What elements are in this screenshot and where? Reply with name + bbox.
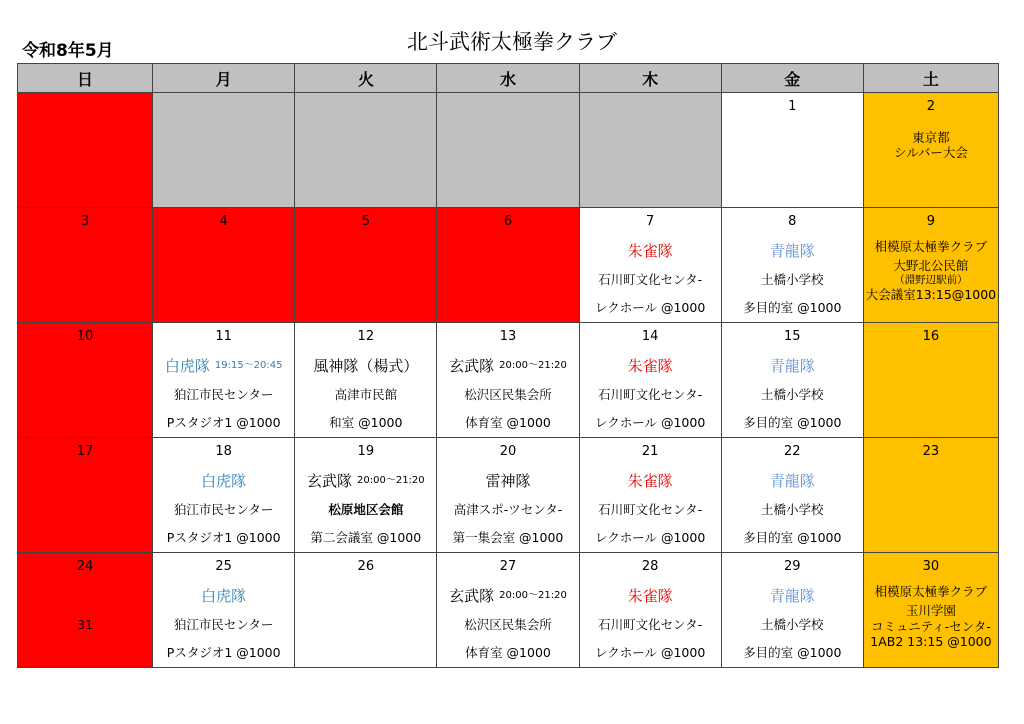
team-label: 風神隊（楊式）	[313, 356, 419, 375]
session-time: 19:15～20:45	[214, 359, 283, 371]
day-number: 14	[641, 329, 659, 344]
venue-name: 石川町文化センタ-	[598, 271, 703, 287]
venue-room: Pスタジオ1 @1000	[166, 530, 281, 546]
day-cell	[153, 208, 295, 323]
weekday-sun: 日	[18, 64, 153, 93]
team-name	[770, 352, 815, 381]
day-number: 3	[80, 214, 90, 229]
venue-name: 狛江市民センター	[173, 616, 274, 632]
venue-room: 多目的室 @1000	[743, 300, 842, 316]
week-row	[18, 438, 999, 553]
venue-name: 土橋小学校	[761, 271, 824, 287]
week-row	[18, 208, 999, 323]
day-cell	[18, 93, 153, 208]
day-number: 28	[641, 559, 659, 574]
day-cell	[579, 93, 721, 208]
team-label: 玄武隊	[449, 586, 495, 605]
venue-room: 第二会議室 @1000	[310, 530, 422, 546]
team-label: 白虎隊	[201, 586, 247, 605]
day-number: 1	[788, 99, 797, 114]
venue-name: 土橋小学校	[761, 501, 824, 517]
venue-room: 多目的室 @1000	[743, 645, 842, 661]
team-name	[628, 237, 673, 266]
day-number: 9	[926, 214, 936, 229]
day-number: 25	[215, 559, 232, 574]
day-number: 13	[499, 329, 517, 344]
week-row	[18, 93, 999, 208]
weekday-sat: 土	[863, 64, 998, 93]
event-note: 大野北公民館	[893, 258, 969, 274]
day-cell	[437, 93, 579, 208]
day-number: 16	[922, 329, 940, 344]
day-number: 2	[926, 99, 936, 114]
venue-room: レクホール @1000	[594, 415, 706, 431]
team-name	[307, 467, 425, 496]
venue-room: レクホール @1000	[594, 530, 706, 546]
team-label: 白虎隊	[201, 471, 247, 490]
venue-name: 狛江市民センター	[173, 501, 274, 517]
event-note: 1AB2 13:15 @1000	[870, 634, 992, 650]
event-note: （淵野辺駅前）	[894, 273, 968, 286]
weekday-mon: 月	[153, 64, 295, 93]
venue-room: 多目的室 @1000	[743, 530, 842, 546]
day-number: 27	[499, 559, 517, 574]
day-cell	[153, 553, 295, 668]
calendar-table	[17, 63, 999, 668]
day-cell	[295, 93, 437, 208]
day-cell	[18, 323, 153, 438]
weekday-header-row	[18, 64, 999, 93]
week-row	[18, 323, 999, 438]
team-label: 青龍隊	[769, 241, 815, 260]
day-cell	[18, 208, 153, 323]
team-name	[165, 352, 283, 381]
venue-name: 狛江市民センター	[173, 386, 274, 402]
day-cell	[437, 553, 579, 668]
day-cell	[579, 438, 721, 553]
team-label: 玄武隊	[449, 356, 495, 375]
team-label: 朱雀隊	[627, 356, 673, 375]
day-number: 18	[215, 444, 232, 459]
day-number: 4	[219, 214, 228, 229]
day-number: 26	[357, 559, 375, 574]
day-cell	[18, 438, 153, 553]
day-number: 20	[499, 444, 517, 459]
team-label: 青龍隊	[769, 356, 815, 375]
venue-room: 多目的室 @1000	[743, 415, 842, 431]
day-cell	[153, 323, 295, 438]
venue-name: 松沢区民集会所	[464, 386, 552, 402]
day-cell	[295, 553, 437, 668]
venue-room: Pスタジオ1 @1000	[166, 415, 281, 431]
day-cell	[579, 208, 721, 323]
day-number: 17	[76, 444, 94, 459]
team-name	[313, 352, 418, 381]
venue-name: 松沢区民集会所	[464, 616, 552, 632]
team-name	[201, 467, 246, 496]
event-note: 相模原太極拳クラブ	[874, 583, 988, 599]
session-time: 20:00～21:20	[499, 589, 567, 601]
venue-room: レクホール @1000	[594, 645, 706, 661]
team-label: 雷神隊	[485, 471, 531, 490]
weekday-fri: 金	[721, 64, 863, 93]
day-cell	[153, 438, 295, 553]
venue-name: 石川町文化センタ-	[598, 616, 703, 632]
venue-room: レクホール @1000	[594, 300, 706, 316]
team-label: 朱雀隊	[627, 241, 673, 260]
day-cell	[437, 323, 579, 438]
venue-room: 体育室 @1000	[465, 645, 551, 661]
team-name	[449, 352, 567, 381]
day-number: 30	[922, 559, 940, 574]
day-cell	[721, 438, 863, 553]
venue-room: 体育室 @1000	[465, 415, 551, 431]
team-name	[201, 582, 246, 611]
week-row	[18, 553, 999, 668]
team-name	[628, 352, 673, 381]
day-number: 15	[784, 329, 801, 344]
day-number: 21	[641, 444, 659, 459]
event-note: 東京都	[912, 129, 950, 145]
team-label: 青龍隊	[769, 471, 815, 490]
day-cell	[579, 323, 721, 438]
team-label: 白虎隊	[164, 356, 210, 375]
day-number: 29	[784, 559, 801, 574]
page-title: 北斗武術太極拳クラブ	[407, 30, 617, 54]
day-cell	[295, 208, 437, 323]
day-cell	[863, 323, 998, 438]
event-note: 玉川学園	[905, 603, 956, 619]
venue-name: 高津市民館	[334, 386, 398, 402]
event-note: 相模原太極拳クラブ	[874, 238, 988, 254]
team-name	[628, 467, 673, 496]
team-label: 朱雀隊	[627, 471, 673, 490]
day-cell	[863, 553, 998, 668]
weekday-tue: 火	[295, 64, 437, 93]
day-cell	[437, 208, 579, 323]
day-number-31: 31	[77, 616, 93, 632]
day-cell	[295, 438, 437, 553]
day-cell	[721, 208, 863, 323]
venue-name: 石川町文化センタ-	[598, 501, 703, 517]
session-time: 20:00～21:20	[499, 359, 567, 371]
venue-name: 土橋小学校	[761, 616, 824, 632]
team-label: 朱雀隊	[627, 586, 673, 605]
day-number: 24	[76, 559, 94, 574]
day-cell	[153, 93, 295, 208]
month-label: 令和8年5月	[22, 41, 114, 61]
day-cell	[437, 438, 579, 553]
day-number: 5	[361, 214, 370, 229]
venue-name: 松原地区会館	[328, 501, 404, 517]
day-cell	[721, 553, 863, 668]
event-note: 大会議室13:15@1000	[865, 286, 997, 302]
venue-room: 第一集会室 @1000	[452, 530, 564, 546]
team-name	[770, 467, 815, 496]
team-name	[628, 582, 673, 611]
team-name	[770, 582, 815, 611]
weekday-thu: 木	[579, 64, 721, 93]
event-note: コミュニティ-センタ-	[871, 618, 991, 634]
day-cell	[579, 553, 721, 668]
venue-name: 高津スポ-ツセンタ-	[453, 501, 563, 517]
day-cell	[295, 323, 437, 438]
event-note: シルバー大会	[894, 145, 968, 161]
venue-room: 和室 @1000	[329, 415, 403, 431]
team-name	[485, 467, 530, 496]
venue-room: Pスタジオ1 @1000	[166, 645, 281, 661]
team-label: 玄武隊	[307, 471, 353, 490]
team-name	[449, 582, 567, 611]
day-cell	[863, 438, 998, 553]
day-number: 19	[357, 444, 375, 459]
session-time: 20:00～21:20	[357, 474, 425, 486]
day-number: 8	[788, 214, 797, 229]
day-cell	[863, 93, 998, 208]
team-label: 青龍隊	[769, 586, 815, 605]
day-number: 7	[646, 214, 655, 229]
day-number: 6	[503, 214, 513, 229]
day-cell	[18, 553, 153, 668]
day-number: 23	[922, 444, 940, 459]
day-number: 22	[784, 444, 801, 459]
day-number: 10	[76, 329, 94, 344]
day-number: 12	[357, 329, 375, 344]
day-cell	[721, 93, 863, 208]
venue-name: 土橋小学校	[761, 386, 824, 402]
weekday-wed: 水	[437, 64, 579, 93]
venue-name: 石川町文化センタ-	[598, 386, 703, 402]
day-cell	[721, 323, 863, 438]
team-name	[770, 237, 815, 266]
day-number: 11	[215, 329, 232, 344]
day-cell	[863, 208, 998, 323]
